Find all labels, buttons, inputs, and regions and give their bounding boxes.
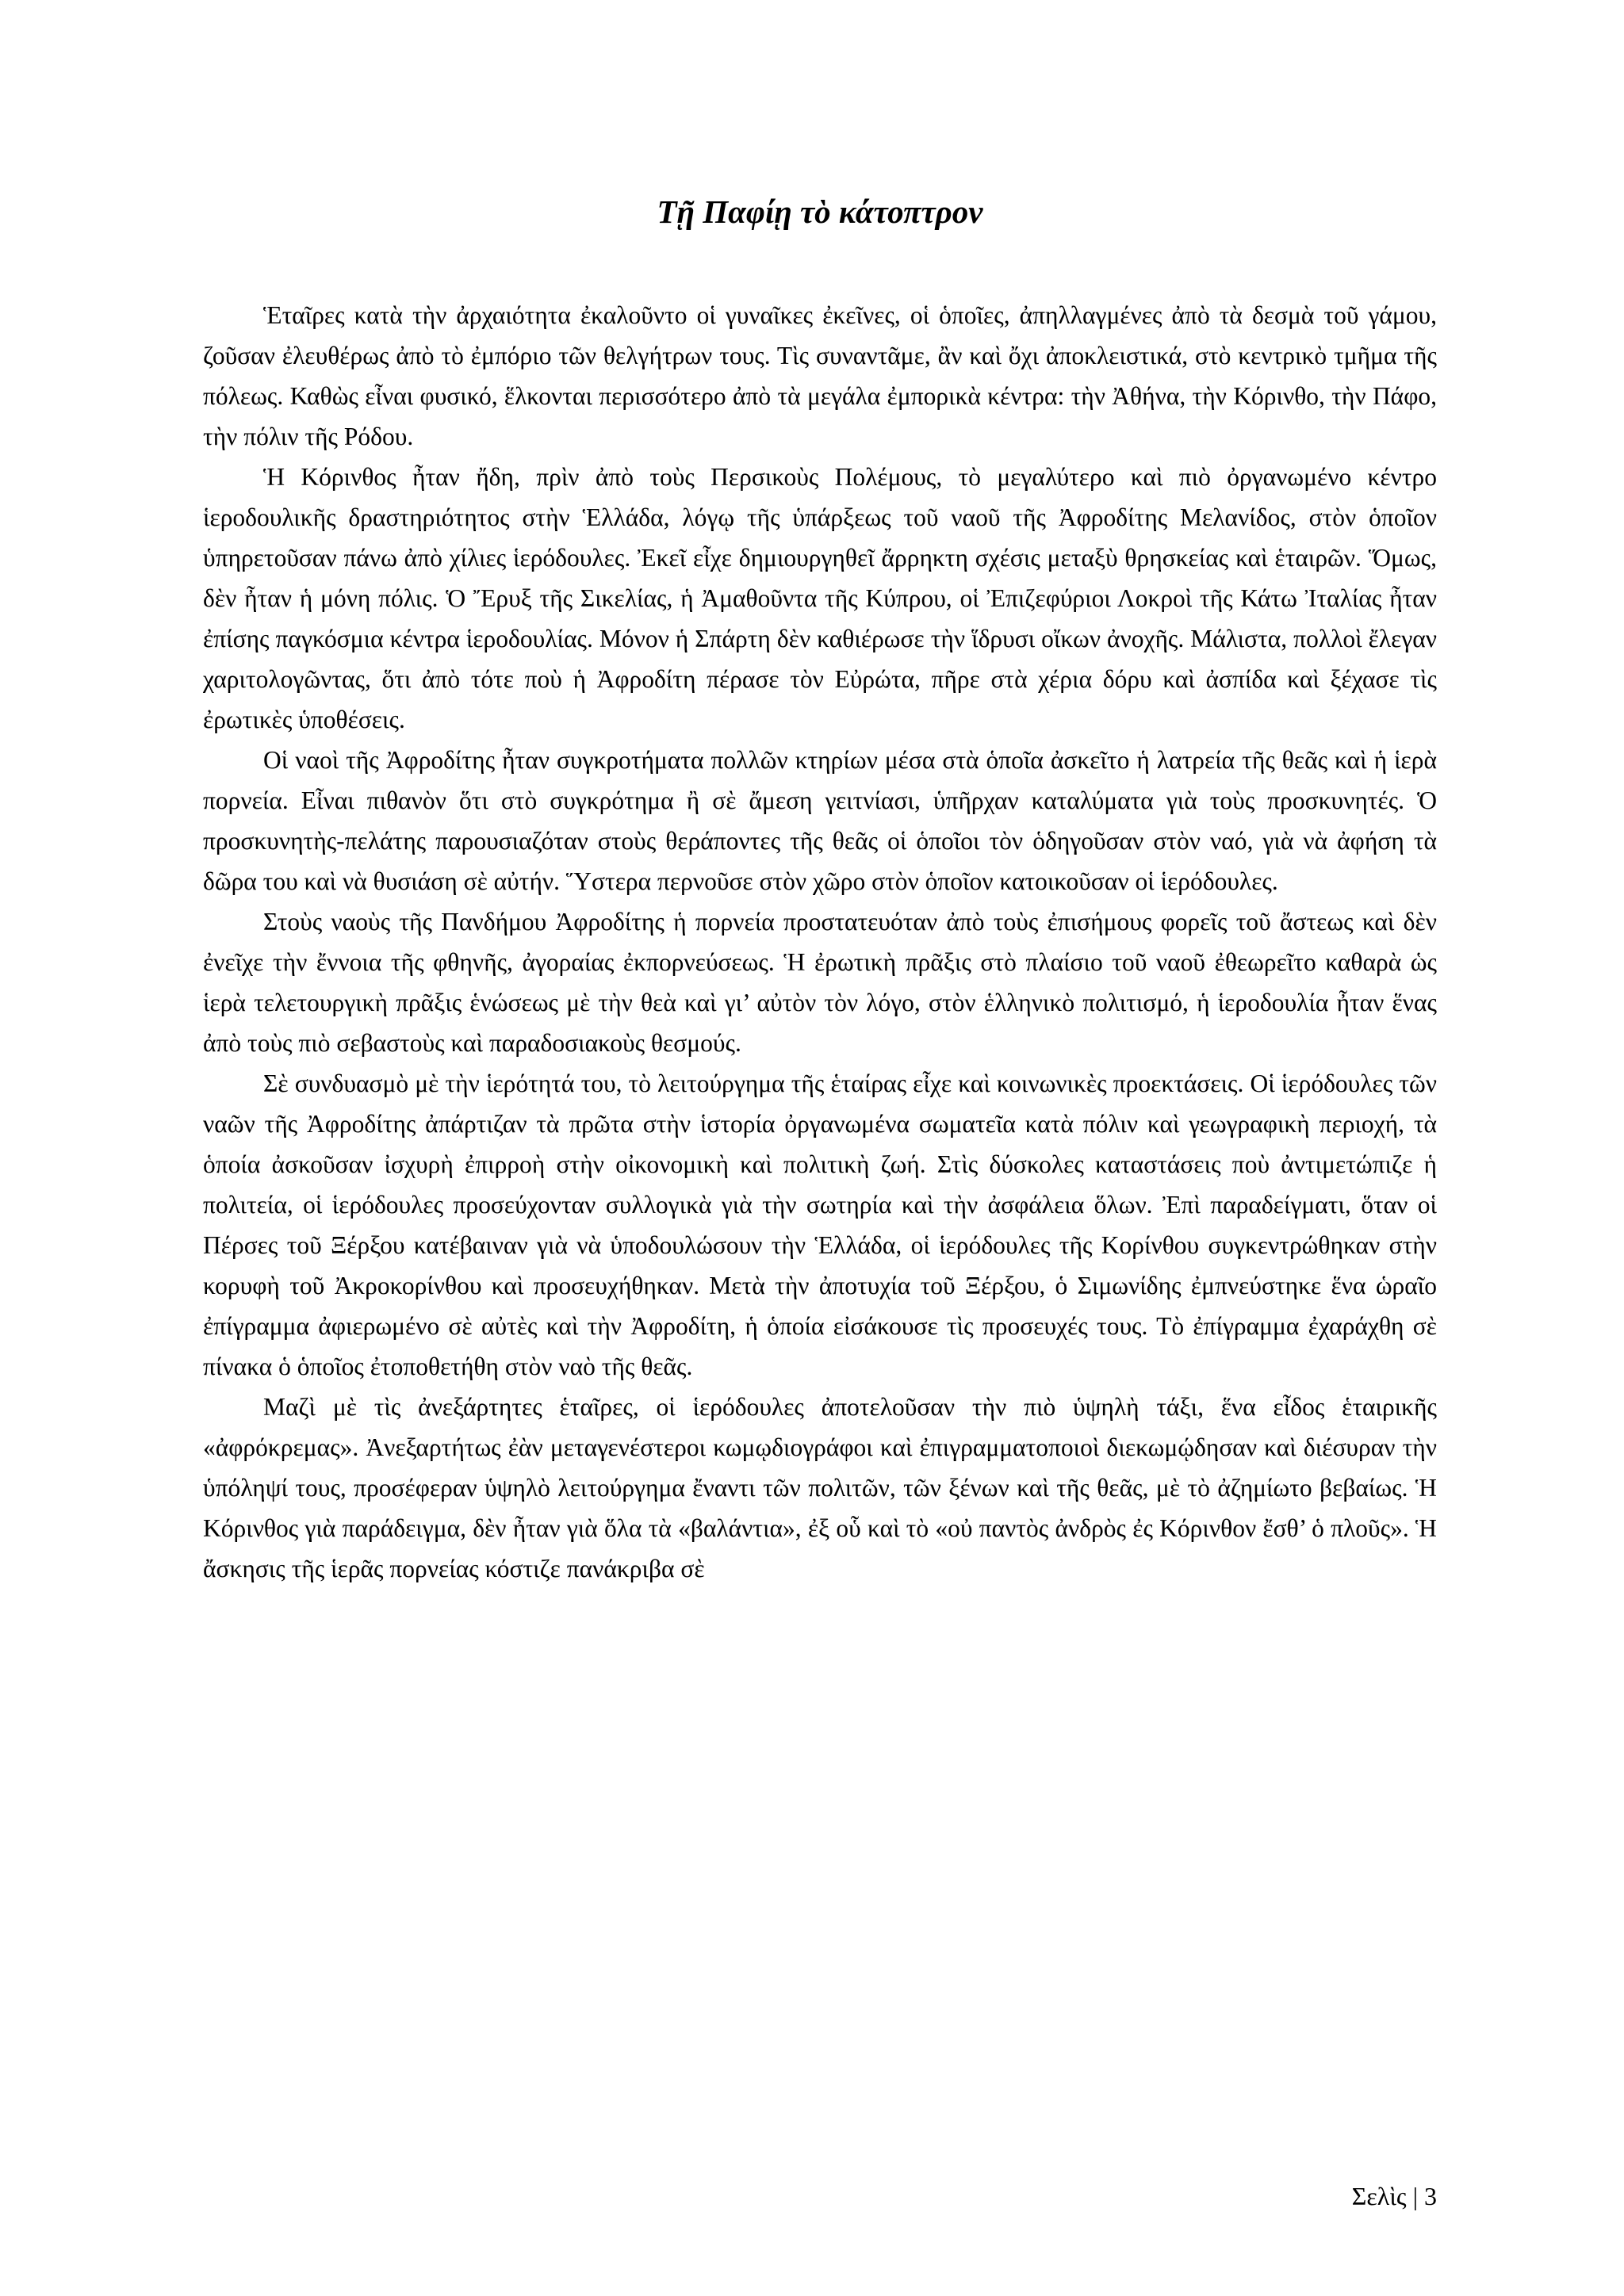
paragraph-6: Μαζὶ μὲ τὶς ἀνεξάρτητες ἑταῖρες, οἱ ἱερόδουλες ἀποτελοῦσαν τὴν πιὸ ὑψηλὴ τάξι, ἕνα εἶδος ἑταιρικῆς «ἀφρόκρεμας». Ἀνεξαρτήτως ἐὰν μεταγενέστεροι κωμῳδιογράφοι καὶ ἐπιγραμματοποιοὶ διεκωμῴδησαν καὶ διέσυραν τὴν ὑπόληψί τους, προσέφεραν ὑψηλὸ λειτούργημα ἔναντι τῶν πολιτῶν, τῶν ξένων καὶ τῆς θεᾶς, μὲ τὸ ἀζημίωτο βεβαίως. Ἡ Κόρινθος γιὰ παράδειγμα, δὲν ἦταν γιὰ ὅλα τὰ «βαλάντια», ἐξ οὗ καὶ τὸ «οὐ παντὸς ἀνδρὸς ἐς Κόρινθον ἔσθ’ ὁ πλοῦς». Ἡ ἄσκησις τῆς ἱερᾶς πορνείας κόστιζε πανάκριβα σὲ: [203, 1393, 1437, 1582]
document-page: [203, 0, 1437, 2296]
body-text: [203, 295, 1437, 1589]
paragraph-5: Σὲ συνδυασμὸ μὲ τὴν ἱερότητά του, τὸ λειτούργημα τῆς ἑταίρας εἶχε καὶ κοινωνικὲς προεκτάσεις. Οἱ ἱερόδουλες τῶν ναῶν τῆς Ἀφροδίτης ἀπάρτιζαν τὰ πρῶτα στὴν ἱστορία ὀργανωμένα σωματεῖα κατὰ πόλιν καὶ γεωγραφικὴ περιοχή, τὰ ὁποία ἀσκοῦσαν ἰσχυρὴ ἐπιρροὴ στὴν οἰκονομικὴ καὶ πολιτικὴ ζωή. Στὶς δύσκολες καταστάσεις ποὺ ἀντιμετώπιζε ἡ πολιτεία, οἱ ἱερόδουλες προσεύχονταν συλλογικὰ γιὰ τὴν σωτηρία καὶ τὴν ἀσφάλεια ὅλων. Ἐπὶ παραδείγματι, ὅταν οἱ Πέρσες τοῦ Ξέρξου κατέβαιναν γιὰ νὰ ὑποδουλώσουν τὴν Ἑλλάδα, οἱ ἱερόδουλες τῆς Κορίνθου συγκεντρώθηκαν στὴν κορυφὴ τοῦ Ἀκροκορίνθου καὶ προσευχήθηκαν. Μετὰ τὴν ἀποτυχία τοῦ Ξέρξου, ὁ Σιμωνίδης ἐμπνεύστηκε ἕνα ὡραῖο ἐπίγραμμα ἀφιερωμένο σὲ αὐτὲς καὶ τὴν Ἀφροδίτη, ἡ ὁποία εἰσάκουσε τὶς προσευχές τους. Τὸ ἐπίγραμμα ἐχαράχθη σὲ πίνακα ὁ ὁποῖος ἐτοποθετήθη στὸν ναὸ τῆς θεᾶς.: [203, 1070, 1437, 1380]
paragraph-4: Στοὺς ναοὺς τῆς Πανδήμου Ἀφροδίτης ἡ πορνεία προστατευόταν ἀπὸ τοὺς ἐπισήμους φορεῖς τοῦ ἄστεως καὶ δὲν ἐνεῖχε τὴν ἔννοια τῆς φθηνῆς, ἀγοραίας ἐκπορνεύσεως. Ἡ ἐρωτικὴ πρᾶξις στὸ πλαίσιο τοῦ ναοῦ ἐθεωρεῖτο καθαρὰ ὡς ἱερὰ τελετουργικὴ πρᾶξις ἑνώσεως μὲ τὴν θεὰ καὶ γι’ αὐτὸν τὸν λόγο, στὸν ἑλληνικὸ πολιτισμό, ἡ ἱεροδουλία ἦταν ἕνας ἀπὸ τοὺς πιὸ σεβαστοὺς καὶ παραδοσιακοὺς θεσμούς.: [203, 908, 1437, 1057]
page-number: Σελὶς | 3: [1351, 2182, 1437, 2210]
paragraph-1: Ἑταῖρες κατὰ τὴν ἀρχαιότητα ἐκαλοῦντο οἱ γυναῖκες ἐκεῖνες, οἱ ὁποῖες, ἀπηλλαγμένες ἀπὸ τὰ δεσμὰ τοῦ γάμου, ζοῦσαν ἐλευθέρως ἀπὸ τὸ ἐμπόριο τῶν θελγήτρων τους. Τὶς συναντᾶμε, ἂν καὶ ὄχι ἀποκλειστικά, στὸ κεντρικὸ τμῆμα τῆς πόλεως. Καθὼς εἶναι φυσικό, ἕλκονται περισσότερο ἀπὸ τὰ μεγάλα ἐμπορικὰ κέντρα: τὴν Ἀθήνα, τὴν Κόρινθο, τὴν Πάφο, τὴν πόλιν τῆς Ρόδου.: [203, 301, 1437, 450]
paragraph-2: Ἡ Κόρινθος ἦταν ἤδη, πρὶν ἀπὸ τοὺς Περσικοὺς Πολέμους, τὸ μεγαλύτερο καὶ πιὸ ὀργανωμένο κέντρο ἱεροδουλικῆς δραστηριότητος στὴν Ἑλλάδα, λόγῳ τῆς ὑπάρξεως τοῦ ναοῦ τῆς Ἀφροδίτης Μελανίδος, στὸν ὁποῖον ὑπηρετοῦσαν πάνω ἀπὸ χίλιες ἱερόδουλες. Ἐκεῖ εἶχε δημιουργηθεῖ ἄρρηκτη σχέσις μεταξὺ θρησκείας καὶ ἑταιρῶν. Ὅμως, δὲν ἦταν ἡ μόνη πόλις. Ὁ Ἔρυξ τῆς Σικελίας, ἡ Ἀμαθοῦντα τῆς Κύπρου, οἱ Ἐπιζεφύριοι Λοκροὶ τῆς Κάτω Ἰταλίας ἦταν ἐπίσης παγκόσμια κέντρα ἱεροδουλίας. Μόνον ἡ Σπάρτη δὲν καθιέρωσε τὴν ἵδρυσι οἴκων ἀνοχῆς. Μάλιστα, πολλοὶ ἔλεγαν χαριτολογῶντας, ὅτι ἀπὸ τότε ποὺ ἡ Ἀφροδίτη πέρασε τὸν Εὐρώτα, πῆρε στὰ χέρια δόρυ καὶ ἀσπίδα καὶ ξέχασε τὶς ἐρωτικὲς ὑποθέσεις.: [203, 463, 1437, 733]
page-title: Τῇ Παφίῃ τὸ κάτοπτρον: [657, 193, 983, 230]
paragraph-3: Οἱ ναοὶ τῆς Ἀφροδίτης ἦταν συγκροτήματα πολλῶν κτηρίων μέσα στὰ ὁποῖα ἀσκεῖτο ἡ λατρεία τῆς θεᾶς καὶ ἡ ἱερὰ πορνεία. Εἶναι πιθανὸν ὅτι στὸ συγκρότημα ἢ σὲ ἄμεση γειτνίασι, ὑπῆρχαν καταλύματα γιὰ τοὺς προσκυνητές. Ὁ προσκυνητὴς-πελάτης παρουσιαζόταν στοὺς θεράποντες τῆς θεᾶς οἱ ὁποῖοι τὸν ὁδηγοῦσαν στὸν ναό, γιὰ νὰ ἀφήση τὰ δῶρα του καὶ νὰ θυσιάση σὲ αὐτήν. Ὕστερα περνοῦσε στὸν χῶρο στὸν ὁποῖον κατοικοῦσαν οἱ ἱερόδουλες.: [203, 746, 1437, 895]
